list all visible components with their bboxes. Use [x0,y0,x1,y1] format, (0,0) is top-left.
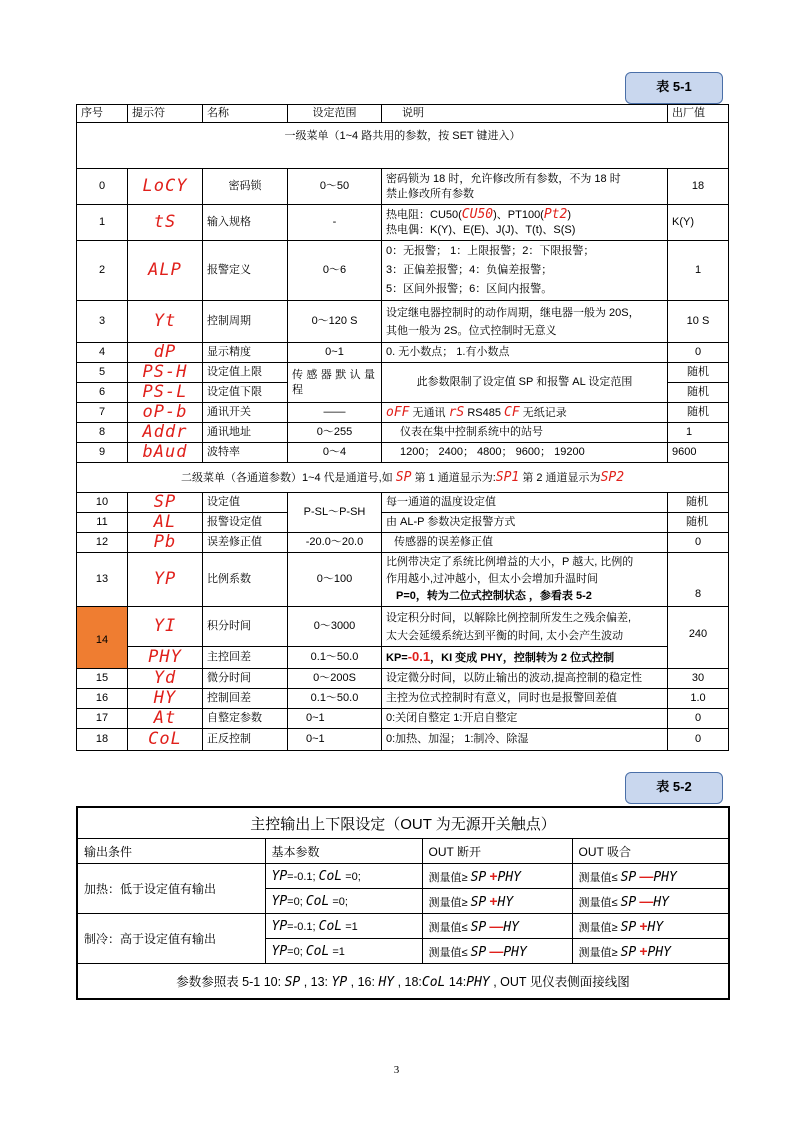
param-cell [265,864,422,889]
row-desc: 设定微分时间，以防止输出的波动,提高控制的稳定性 [382,669,668,689]
row-symbol: YP [128,553,203,607]
row-range: 0～50 [288,169,382,205]
param-cell [265,939,422,964]
cond-text: 测量值≥ [578,921,621,934]
row-symbol: PS-L [128,383,203,403]
row-no: 1 [77,205,128,241]
row-desc [382,301,668,343]
desc-value: -0.1 [407,649,431,664]
row-name: 控制周期 [203,301,288,343]
desc-line: 作用越小,过冲越小，但太小会增加升温时间 [386,573,599,585]
row-no: 15 [77,669,128,689]
table-row [77,423,729,443]
foot-text: , 13: [300,975,332,989]
row-name: 误差修正值 [203,533,288,553]
row-desc: 0:关闭自整定 1:开启自整定 [382,709,668,729]
row-desc [382,403,668,423]
param-text: =1 [329,945,345,958]
row-name: 积分时间 [203,607,288,647]
cond-symbol: SP [470,919,487,935]
output-limit-table [76,806,730,1000]
table-row [77,169,729,205]
row-no: 2 [77,241,128,301]
param-symbol: YP [271,868,288,884]
param-symbol: YP [271,943,288,959]
param-symbol: CoL [318,868,343,884]
table-row [77,553,729,607]
table-label-5-1: 表 5-1 [625,72,723,104]
menu1-title: 一级菜单（1~4 路共用的参数，按 SET 键进入） [77,123,729,169]
parameter-table [76,104,729,751]
out-on-cell [572,939,729,964]
row-range: 0～100 [288,553,382,607]
table-header [77,105,729,123]
menu2-text: 第 1 通道显示为: [411,471,496,484]
desc-text: 无通讯 [409,406,449,419]
out-on-cell [572,889,729,914]
header-out-on: OUT 吸合 [572,839,729,864]
row-default: 30 [668,669,729,689]
row-name: 显示精度 [203,343,288,363]
row-range: 0.1～50.0 [288,689,382,709]
row-no: 18 [77,729,128,751]
param-text: =0; [342,870,361,883]
row-range: 0～4 [288,443,382,463]
out-off-cell [422,864,572,889]
row-range: 0.1～50.0 [288,647,382,669]
desc-line: 密码锁为 18 时，允许修改所有参数，不为 18 时 [386,172,621,185]
row-default: 1 [668,241,729,301]
menu2-text: 第 2 通道显示为 [519,471,601,484]
menu2-symbol: SP1 [495,469,520,485]
cond-text: 测量值≤ [428,946,471,959]
table-row [77,301,729,343]
table-row [77,241,729,301]
row-no: 10 [77,493,128,513]
row-name: 自整定参数 [203,709,288,729]
row-symbol: SP [128,493,203,513]
row-symbol: PS-H [128,363,203,383]
cond-operator: + [489,892,498,909]
param-symbol: CoL [305,943,330,959]
row-symbol: dP [128,343,203,363]
param-symbol: CoL [318,918,343,934]
row-no: 9 [77,443,128,463]
row-default: 随机 [668,513,729,533]
cond-operator: — [489,917,504,934]
cond-symbol: SP [470,894,487,910]
out-off-cell [422,889,572,914]
row-desc: 1200； 2400； 4800； 9600； 19200 [382,443,668,463]
cond-operator: + [639,942,648,959]
row-symbol: tS [128,205,203,241]
row-name: 报警设定值 [203,513,288,533]
cond-symbol: SP [620,919,637,935]
row-no: 12 [77,533,128,553]
row-name: 通讯开关 [203,403,288,423]
row-symbol: Addr [128,423,203,443]
row-range: —— [288,403,382,423]
foot-text: 参数参照表 5-1 10: [176,975,285,989]
row-default: 随机 [668,403,729,423]
row-symbol: CoL [128,729,203,751]
row-range: 0～200S [288,669,382,689]
table-row [77,205,729,241]
desc-line: 其他一般为 2S。位式控制时无意义 [386,324,557,337]
row-symbol: bAud [128,443,203,463]
header-desc: 说明 [382,105,668,123]
row-symbol: Pb [128,533,203,553]
row-range: 0~1 [288,729,382,751]
header-default: 出厂值 [668,105,729,123]
header-params: 基本参数 [265,839,422,864]
foot-symbol: SP [284,975,301,990]
row-no: 7 [77,403,128,423]
foot-symbol: HY [378,975,395,990]
desc-line: 热电偶：K(Y)、E(E)、J(J)、T(t)、S(S) [386,224,576,236]
cond-operator: + [489,867,498,884]
row-name: 波特率 [203,443,288,463]
row-symbol: Yt [128,301,203,343]
row-desc [382,607,668,647]
param-symbol: CoL [305,893,330,909]
page-number: 3 [393,1064,400,1076]
menu2-title [77,463,729,493]
cond-symbol: HY [497,894,514,910]
table-row [77,363,729,383]
row-desc: 传感器的误差修正值 [382,533,668,553]
row-default: 0 [668,343,729,363]
cond-symbol: PHY [497,869,521,885]
cond-symbol: PHY [653,869,677,885]
row-name: 微分时间 [203,669,288,689]
desc-text: KP= [386,652,408,664]
foot-text: , OUT 见仪表侧面接线图 [489,975,630,989]
table-row [77,709,729,729]
header-out-off: OUT 断开 [422,839,572,864]
row-name: 设定值下限 [203,383,288,403]
desc-line: 3：正偏差报警；4：负偏差报警； [386,264,553,276]
row-symbol: HY [128,689,203,709]
row-desc [382,241,668,301]
condition-cool: 制冷：高于设定值有输出 [77,914,265,964]
table-row [77,403,729,423]
row-default: 0 [668,533,729,553]
desc-line: P=0，转为二位式控制状态 ，参看表 5-2 [396,590,592,602]
row-desc: 此参数限制了设定值 SP 和报警 AL 设定范围 [382,363,668,403]
row-range: 0～3000 [288,607,382,647]
row-default: 8 [668,553,729,607]
row-no: 16 [77,689,128,709]
table-row [77,729,729,751]
header-range: 设定范围 [288,105,382,123]
row-symbol: Yd [128,669,203,689]
row-default: K(Y) [668,205,729,241]
table-row [77,864,729,889]
row-name: 报警定义 [203,241,288,301]
table-row [77,443,729,463]
cond-text: 测量值≤ [578,896,621,909]
row-name: 主控回差 [203,647,288,669]
foot-symbol: PHY [466,975,490,990]
table-row [77,914,729,939]
table-row [77,607,729,647]
menu2-symbol: SP [395,469,412,485]
table-label-5-2: 表 5-2 [625,772,723,804]
desc-line [386,207,663,223]
row-desc [382,205,668,241]
row-default: 1.0 [668,689,729,709]
row-name: 输入规格 [203,205,288,241]
param-text: =0; [287,945,306,958]
cond-operator: — [639,867,654,884]
out-on-cell [572,864,729,889]
param-text: =0; [287,895,306,908]
desc-text: 热电阻：CU50( [386,209,462,221]
row-no: 0 [77,169,128,205]
desc-text: RS485 [464,406,505,419]
row-default: 0 [668,709,729,729]
table-row [77,493,729,513]
row-symbol: LoCY [128,169,203,205]
row-desc: 仪表在集中控制系统中的站号 [382,423,668,443]
row-range: 0～255 [288,423,382,443]
row-default: 10 S [668,301,729,343]
desc-text: ) [567,209,572,221]
header-no: 序号 [77,105,128,123]
table-row [77,647,729,669]
row-default: 随机 [668,363,729,383]
row-symbol: ALP [128,241,203,301]
cond-symbol: HY [647,919,664,935]
out-off-cell [422,914,572,939]
desc-symbol: CF [504,404,520,420]
cond-operator: — [489,942,504,959]
cond-text: 测量值≥ [428,871,471,884]
row-desc [382,647,668,669]
out-on-cell [572,914,729,939]
foot-symbol: CoL [421,975,446,990]
cond-symbol: SP [620,944,637,960]
desc-symbol: Pt2 [543,207,568,222]
desc-line: 太大会延缓系统达到平衡的时间, 太小会产生波动 [386,629,624,642]
row-name: 控制回差 [203,689,288,709]
row-no: 11 [77,513,128,533]
row-range: - [288,205,382,241]
desc-symbol: rS [448,404,465,420]
table2-title: 主控输出上下限设定（OUT 为无源开关触点） [77,807,729,839]
cond-symbol: SP [470,944,487,960]
table-row [77,669,729,689]
row-no: 8 [77,423,128,443]
param-text: =-0.1; [287,870,319,883]
row-default: 0 [668,729,729,751]
row-no: 5 [77,363,128,383]
row-desc: 由 AL-P 参数决定报警方式 [382,513,668,533]
param-cell [265,889,422,914]
cond-symbol: SP [470,869,487,885]
row-desc: 每一通道的温度设定值 [382,493,668,513]
cond-symbol: PHY [503,944,527,960]
condition-heat: 加热：低于设定值有输出 [77,864,265,914]
row-desc: 主控为位式控制时有意义，同时也是报警回差值 [382,689,668,709]
menu2-row [77,463,729,493]
table-row [77,533,729,553]
row-no: 4 [77,343,128,363]
desc-text: 无纸记录 [519,406,567,419]
row-name: 密码锁 [203,169,288,205]
row-range: P-SL～P-SH [288,493,382,533]
out-off-cell [422,939,572,964]
row-desc: 0:加热、加湿； 1:制冷、除湿 [382,729,668,751]
row-desc: 0. 无小数点； 1.有小数点 [382,343,668,363]
param-text: =0; [329,895,348,908]
foot-text: 14: [445,975,467,989]
row-name: 设定值 [203,493,288,513]
row-no: 6 [77,383,128,403]
cond-operator: + [639,917,648,934]
param-text: =-0.1; [287,920,319,933]
cond-symbol: HY [653,894,669,910]
cond-text: 测量值≤ [428,921,471,934]
row-name: 比例系数 [203,553,288,607]
row-range: 0～120 S [288,301,382,343]
desc-line: 设定继电器控制时的动作周期，继电器一般为 20S， [386,306,640,319]
param-text: =1 [342,920,358,933]
menu2-symbol: SP2 [600,469,625,485]
row-default: 随机 [668,383,729,403]
row-default: 240 [668,607,729,669]
row-default: 18 [668,169,729,205]
desc-symbol: CU50 [461,207,494,222]
menu2-text: 二级菜单（各通道参数）1~4 代是通道号,如 [180,471,396,484]
cond-symbol: PHY [647,944,671,960]
row-symbol: AL [128,513,203,533]
desc-text: )、PT100( [493,209,544,221]
row-range: 0~1 [288,709,382,729]
cond-text: 测量值≥ [428,896,471,909]
row-range: 传感器默认量程 [288,363,382,403]
foot-text: , 18: [394,975,422,989]
desc-text: ，KI 变成 PHY，控制转为 2 位式控制 [430,652,615,664]
foot-symbol: YP [331,975,348,990]
row-range: -20.0～20.0 [288,533,382,553]
row-name: 设定值上限 [203,363,288,383]
table-row [77,689,729,709]
desc-line: 0：无报警； 1：上限报警；2：下限报警； [386,245,595,257]
row-no: 17 [77,709,128,729]
row-desc [382,553,668,607]
cond-symbol: SP [620,869,637,885]
row-symbol: PHY [128,647,203,669]
cond-operator: — [639,892,654,909]
row-symbol: YI [128,607,203,647]
row-desc [382,169,668,205]
row-range: 0～6 [288,241,382,301]
header-symbol: 提示符 [128,105,203,123]
row-name: 正反控制 [203,729,288,751]
row-default: 1 [668,423,729,443]
desc-line: 禁止修改所有参数 [386,187,474,200]
row-no-highlight: 14 [77,607,128,669]
header-condition: 输出条件 [77,839,265,864]
row-default: 随机 [668,493,729,513]
table2-header [77,839,729,864]
row-no: 3 [77,301,128,343]
row-range: 0~1 [288,343,382,363]
desc-symbol: oFF [386,404,410,420]
row-name: 通讯地址 [203,423,288,443]
table-row [77,343,729,363]
row-default: 9600 [668,443,729,463]
row-symbol: oP-b [128,403,203,423]
cond-text: 测量值≤ [578,871,621,884]
cond-symbol: HY [503,919,519,935]
param-symbol: YP [271,893,288,909]
row-symbol: At [128,709,203,729]
cond-symbol: SP [620,894,637,910]
desc-line: 5：区间外报警；6：区间内报警。 [386,283,553,295]
desc-line: 设定积分时间，以解除比例控制所发生之残余偏差, [386,611,632,624]
header-name: 名称 [203,105,288,123]
cond-text: 测量值≥ [578,946,621,959]
param-symbol: YP [271,918,288,934]
foot-text: , 16: [347,975,379,989]
row-no: 13 [77,553,128,607]
desc-line: 比例带决定了系统比例增益的大小，P 越大, 比例的 [386,556,634,568]
param-cell [265,914,422,939]
table2-footer [77,964,729,1000]
table-row [77,513,729,533]
